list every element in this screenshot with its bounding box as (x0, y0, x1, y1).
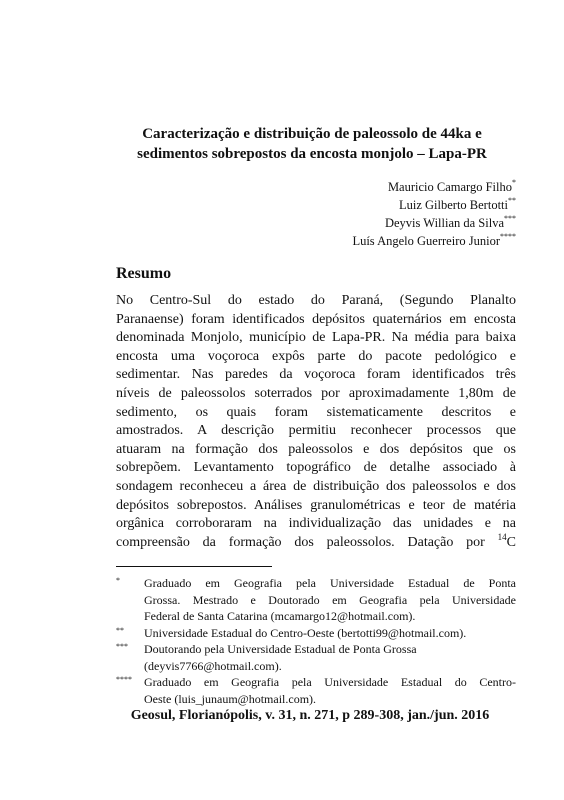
abstract-line: encosta uma voçoroca expôs parte do pacote pedológico e (116, 348, 516, 364)
footnote-text (144, 641, 516, 674)
title-line-1: Caracterização e distribuição de paleossolo de 44ka e (142, 126, 482, 142)
footnote-line: Oeste (luis_junaum@hotmail.com). (144, 691, 317, 706)
abstract-line: orgânica corroboraram na individualização das unidades e na (116, 516, 516, 532)
author-name: Luiz Gilberto Bertotti (398, 198, 508, 212)
footnote-line: Grossa. Mestrado e Doutorado em Geografia pela Universidade (144, 592, 516, 607)
author-footnote-mark: * (512, 178, 516, 187)
author-footnote-mark: *** (504, 214, 516, 223)
abstract-line: sedimento, os quais foram sistematicamente descritos e (116, 404, 516, 420)
isotope-symbol: C (506, 534, 517, 550)
footnote-mark: **** (116, 675, 132, 684)
author-3 (352, 214, 516, 232)
carbon-14-label (497, 531, 517, 550)
abstract-line: amostrados. A descrição permitiu reconhecer processos que (116, 423, 516, 439)
footnote-1 (116, 575, 516, 625)
author-footnote-mark: ** (508, 196, 516, 205)
footnote-line: Universidade Estadual do Centro-Oeste (bertotti99@hotmail.com). (144, 625, 467, 640)
footnote-text (144, 625, 516, 642)
footnote-3 (116, 641, 516, 674)
journal-citation-footer: Geosul, Florianópolis, v. 31, n. 271, p 289-308, jan./jun. 2016 (130, 708, 490, 723)
footnote-separator (116, 566, 272, 567)
abstract-line: denominada Monjolo, município de Lapa-PR. Na média para baixa (116, 330, 516, 346)
paper-title (90, 124, 534, 164)
abstract-line: sedimentar. Nas paredes da voçoroca foram identificados três (116, 367, 516, 383)
author-name: Deyvis Willian da Silva (384, 216, 504, 230)
footnote-mark: ** (116, 625, 124, 635)
author-4 (352, 232, 516, 250)
footnote-line: (deyvis7766@hotmail.com). (144, 658, 282, 673)
author-footnote-mark: **** (500, 232, 516, 241)
abstract-line-last (116, 531, 517, 553)
footnote-line: Federal de Santa Catarina (mcamargo12@hotmail.com). (144, 609, 416, 623)
author-name: Luís Angelo Guerreiro Junior (352, 234, 500, 248)
title-line-2: sedimentos sobrepostos da encosta monjolo – Lapa-PR (137, 146, 487, 162)
footnotes (116, 575, 516, 707)
footnote-2 (116, 625, 516, 642)
abstract-line: depósitos sobrepostos. Análises granulométricas e teor de matéria (116, 497, 516, 513)
footnote-line: Graduado em Geografia pela Universidade Estadual do Centro- (144, 675, 516, 689)
author-name: Mauricio Camargo Filho (387, 180, 512, 194)
abstract-line: sondagem reconheceu a área de distribuição dos paleossolos e dos (116, 478, 516, 494)
abstract-line-text: compreensão da formação dos paleossolos. Datação por (116, 534, 485, 550)
footnote-text (144, 575, 516, 625)
author-2 (352, 196, 516, 214)
footnote-4 (116, 674, 516, 707)
footnote-text (144, 674, 516, 707)
footnote-mark: *** (116, 642, 128, 651)
footnote-line: Graduado em Geografia pela Universidade Estadual de Ponta (144, 576, 516, 590)
abstract-line: níveis de paleossolos soterrados por aproximadamente 1,80m de (116, 385, 516, 401)
abstract-line: atuaram na formação dos paleossolos e dos depósitos que os (116, 441, 516, 457)
abstract-line: sobrepõem. Levantamento topográfico de detalhe associado à (116, 460, 516, 476)
abstract-body (116, 292, 516, 552)
author-1 (352, 178, 516, 196)
footnote-mark: * (116, 576, 120, 585)
abstract-heading: Resumo (116, 265, 172, 282)
abstract-line: Paranaense) foram identificados depósitos quaternários em encosta (116, 311, 516, 327)
isotope-superscript: 14 (497, 531, 507, 542)
abstract-line: No Centro-Sul do estado do Paraná, (Segundo Planalto (116, 293, 516, 308)
footnote-line: Doutorando pela Universidade Estadual de Ponta Grossa (144, 642, 417, 656)
author-list (352, 178, 516, 250)
